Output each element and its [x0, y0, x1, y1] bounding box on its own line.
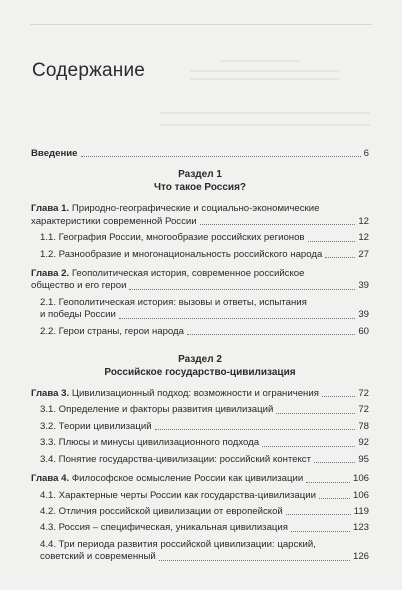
- toc-subsection[interactable]: [40, 490, 369, 502]
- section-name: Что такое Россия?: [153, 182, 247, 194]
- toc-subsection-page: 78: [358, 420, 369, 432]
- toc-chapter-page: 12: [358, 215, 369, 227]
- toc-subsection[interactable]: [40, 539, 369, 564]
- toc-subsection[interactable]: [40, 437, 369, 449]
- bleed-through-header: [30, 24, 372, 33]
- toc-subsection-text-line: 3.1. Определение и факторы развития цивилизаций: [40, 404, 274, 416]
- toc-subsection-page: 72: [358, 404, 369, 416]
- toc-chapter-text: [31, 216, 197, 228]
- toc-subsections: [31, 490, 369, 564]
- toc-chapter-text-line: Философское осмысление России как цивилизации: [71, 473, 304, 485]
- toc-subsection-text: [40, 539, 369, 551]
- toc-subsection[interactable]: [40, 297, 369, 322]
- toc-subsection-line: [40, 326, 369, 338]
- toc-subsection-text: [40, 522, 288, 534]
- toc-subsection-text: [40, 232, 305, 244]
- toc-subsection-page: 106: [352, 489, 369, 501]
- toc-subsection-text: [40, 297, 369, 309]
- toc-subsection-text: [40, 309, 116, 321]
- toc-chapter-label: Глава 1.: [31, 203, 70, 215]
- toc-subsection-line: [40, 490, 369, 502]
- toc-leader-dots: [291, 531, 350, 532]
- toc-subsection-page: 95: [358, 453, 369, 465]
- toc-leader-dots: [306, 482, 350, 483]
- toc-chapter-text-line: Геополитическая история, современное российское: [71, 268, 305, 280]
- section-heading: [31, 168, 369, 194]
- bleed-through-mark: [190, 78, 340, 80]
- toc-chapter-page: 72: [358, 388, 369, 400]
- toc-subsection-text-line: 3.3. Плюсы и минусы цивилизационного подхода: [40, 437, 260, 449]
- toc-chapter[interactable]: [31, 203, 369, 228]
- toc-chapter[interactable]: [31, 473, 369, 485]
- toc-chapter-line: [31, 473, 369, 485]
- toc-leader-dots: [308, 241, 356, 242]
- toc-subsection-page: 119: [353, 505, 369, 517]
- toc-subsection-text: [40, 249, 322, 261]
- spacer: [31, 342, 369, 345]
- toc-subsection-text-line: и победы России: [40, 309, 116, 321]
- toc-subsection[interactable]: [40, 421, 369, 433]
- toc-subsection[interactable]: [40, 232, 369, 244]
- toc-leader-dots: [325, 257, 355, 258]
- toc-subsection-text-line: 2.1. Геополитическая история: вызовы и ответы, испытания: [40, 296, 307, 308]
- toc-subsection[interactable]: [40, 249, 369, 261]
- toc-chapter-text: [31, 473, 303, 485]
- toc-subsection-page: 123: [352, 522, 369, 534]
- toc-subsections: [31, 297, 369, 338]
- toc-subsection-text-line: 3.2. Теории цивилизаций: [40, 420, 152, 432]
- toc-leader-dots: [129, 289, 355, 290]
- bleed-through-mark: [190, 70, 340, 72]
- bleed-through-mark: [160, 124, 370, 126]
- toc-leader-dots: [276, 413, 355, 414]
- toc-subsection-line: [40, 506, 369, 518]
- toc-subsection-page: 92: [358, 437, 369, 449]
- bleed-through-mark: [160, 112, 370, 114]
- table-of-contents: [31, 148, 369, 571]
- section-name: Российское государство-цивилизация: [104, 367, 296, 379]
- toc-subsection-text-line: 4.2. Отличия российской цивилизации от европейской: [40, 505, 283, 517]
- toc-subsection-page: 39: [358, 309, 369, 321]
- toc-leader-dots: [81, 156, 361, 157]
- page-title: Содержание: [32, 60, 146, 81]
- toc-subsection-line: [40, 551, 369, 563]
- toc-subsection-page: 60: [358, 325, 369, 337]
- toc-chapter-text-line: общество и его герои: [31, 280, 127, 292]
- toc-chapter-page: 39: [358, 280, 369, 292]
- toc-leader-dots: [314, 462, 355, 463]
- toc-subsection-line: [40, 437, 369, 449]
- toc-subsection-page: 126: [352, 551, 369, 563]
- toc-subsections: [31, 232, 369, 261]
- toc-subsection[interactable]: [40, 522, 369, 534]
- toc-subsection-text: [40, 454, 311, 466]
- bleed-through-mark: [220, 60, 300, 62]
- toc-subsection-text: [40, 421, 152, 433]
- toc-leader-dots: [119, 318, 355, 319]
- toc-chapter-text: [31, 280, 126, 292]
- toc-leader-dots: [159, 560, 350, 561]
- toc-subsection-text: [40, 437, 259, 449]
- toc-chapter-line: [31, 280, 369, 292]
- section-heading: [31, 353, 369, 379]
- toc-subsection-text-line: советский и современный: [40, 551, 156, 563]
- toc-subsection-line: [40, 421, 369, 433]
- toc-chapter-label: Глава 4.: [31, 473, 70, 485]
- toc-subsection[interactable]: [40, 454, 369, 466]
- toc-subsection-page: 12: [358, 232, 369, 244]
- toc-leader-dots: [262, 446, 355, 447]
- toc-subsection-line: [40, 404, 369, 416]
- toc-chapter-text: [31, 203, 369, 215]
- toc-leader-dots: [322, 396, 355, 397]
- toc-chapter-page: 106: [352, 473, 369, 485]
- toc-leader-dots: [187, 334, 355, 335]
- toc-subsection-text: [40, 490, 316, 502]
- toc-subsection-line: [40, 309, 369, 321]
- toc-chapter-text-line: Цивилизационный подход: возможности и ограничения: [71, 388, 319, 400]
- toc-chapter-label: Глава 3.: [31, 388, 70, 400]
- toc-subsection-line: [40, 522, 369, 534]
- toc-subsections: [31, 404, 369, 466]
- toc-chapter-label: Глава 2.: [31, 268, 70, 280]
- toc-subsection-text-line: 4.4. Три периода развития российской цивилизации: царский,: [40, 538, 316, 550]
- toc-subsection-page: 27: [358, 248, 369, 260]
- toc-subsection-text: [40, 404, 273, 416]
- spacer: [31, 568, 369, 571]
- toc-chapter-text: [31, 268, 369, 280]
- toc-chapter-line: [31, 216, 369, 228]
- toc-subsection[interactable]: [40, 404, 369, 416]
- toc-subsection[interactable]: [40, 506, 369, 518]
- toc-chapter-line: [31, 388, 369, 400]
- toc-subsection-text-line: 3.4. Понятие государства-цивилизации: российский контекст: [40, 453, 311, 465]
- toc-subsection-text-line: 1.2. Разнообразие и многонациональность российского народа: [40, 248, 323, 260]
- section-number: Раздел 1: [178, 169, 222, 181]
- toc-subsection-line: [40, 454, 369, 466]
- toc-subsection-text-line: 4.1. Характерные черты России как государства-цивилизации: [40, 489, 316, 501]
- toc-chapter[interactable]: [31, 268, 369, 293]
- toc-subsection-text-line: 1.1. География России, многообразие российских регионов: [40, 232, 305, 244]
- toc-chapter-text-line: характеристики современной России: [31, 215, 197, 227]
- toc-subsection[interactable]: [40, 326, 369, 338]
- toc-leader-dots: [286, 514, 351, 515]
- toc-subsection-text: [40, 326, 184, 338]
- section-number: Раздел 2: [178, 354, 222, 366]
- toc-chapter-text-line: Природно-географические и социально-экономические: [71, 203, 320, 215]
- toc-subsection-text-line: 2.2. Герои страны, герои народа: [40, 325, 184, 337]
- toc-intro-label: Введение: [31, 148, 78, 159]
- toc-subsection-text: [40, 506, 283, 518]
- toc-leader-dots: [319, 498, 350, 499]
- toc-subsection-text: [40, 551, 156, 563]
- toc-intro[interactable]: [31, 148, 369, 160]
- toc-subsection-line: [40, 249, 369, 261]
- toc-chapter-text: [31, 388, 319, 400]
- toc-leader-dots: [200, 224, 356, 225]
- toc-leader-dots: [155, 429, 356, 430]
- toc-subsection-line: [40, 232, 369, 244]
- toc-subsection-text-line: 4.3. Россия – специфическая, уникальная цивилизация: [40, 522, 288, 534]
- toc-intro-page: 6: [363, 148, 369, 159]
- toc-chapter[interactable]: [31, 388, 369, 400]
